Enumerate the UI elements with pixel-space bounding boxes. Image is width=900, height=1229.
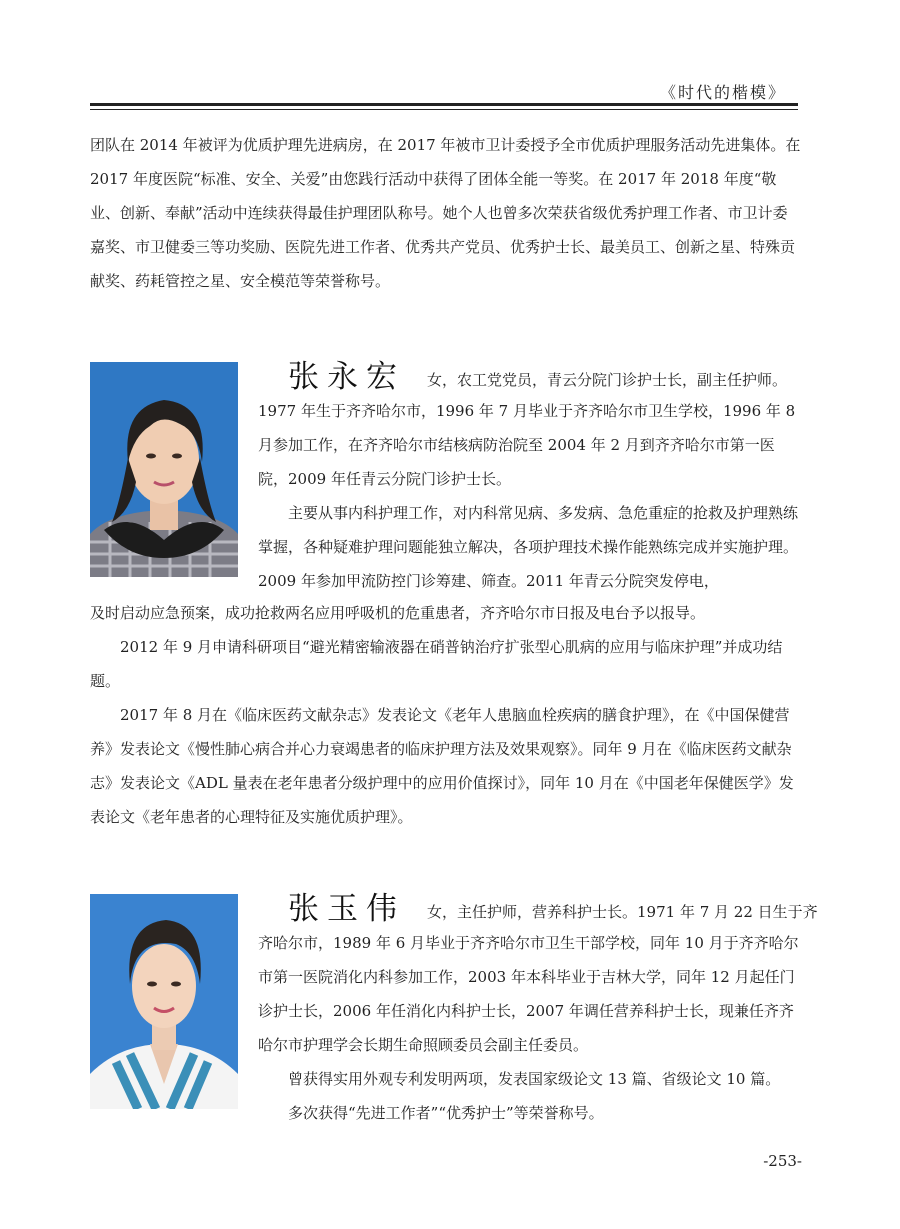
header-title: 《时代的楷模》 bbox=[659, 83, 786, 102]
page-number: -253- bbox=[763, 1152, 802, 1170]
person2-achievement-1: 曾获得实用外观专利发明两项，发表国家级论文 13 篇、省级论文 10 篇。 bbox=[288, 1070, 781, 1088]
person2-bio: 齐哈尔市，1989 年 6 月毕业于齐齐哈尔市卫生干部学校，同年 10 月于齐齐哈尔市第一医院消化内科参加工作，2003 年本科毕业于吉林大学，同年 12 月起任门诊护士长，2006 年任消化内科护士长，2007 年调任营养科护士长，现兼任齐齐哈尔市护理学会长期生命照顾委员会副主任委员。 bbox=[258, 934, 799, 1054]
person1-lead: 女，农工党党员，青云分院门诊护士长，副主任护师。 bbox=[427, 371, 788, 389]
intro-section bbox=[90, 128, 802, 298]
person2-section bbox=[258, 891, 818, 1130]
portrait-photo-1 bbox=[90, 362, 238, 577]
person2-achievement-2: 多次获得“先进工作者”“优秀护士”等荣誉称号。 bbox=[288, 1104, 604, 1122]
person2-name-line bbox=[258, 891, 818, 927]
intro-paragraph: 团队在 2014 年被评为优质护理先进病房，在 2017 年被市卫计委授予全市优质护理服务活动先进集体。在 2017 年度医院“标准、安全、关爱”由您践行活动中获得了团体全能一等奖。在 2017 年 2018 年度“敬业、创新、奉献”活动中连续获得最佳护理团队称号。她个人也曾多次荣获省级优秀护理工作者、市卫计委嘉奖、市卫健委三等功奖励、医院先进工作者、优秀共产党员、优秀护士长、最美员工、创新之星、特殊贡献奖、药耗管控之星、安全模范等荣誉称号。 bbox=[90, 136, 801, 290]
portrait-photo-2 bbox=[90, 894, 238, 1109]
person1-name-line bbox=[258, 360, 802, 394]
person1-papers-paragraph: 2017 年 8 月在《临床医药文献杂志》发表论文《老年人患脑血栓疾病的膳食护理》，在《中国保健营养》发表论文《慢性肺心病合并心力衰竭患者的临床护理方法及效果观察》。同年 9 月在《临床医药文献杂志》发表论文《ADL 量表在老年患者分级护理中的应用价值探讨》，同年 10 月在《中国老年保健医学》发表论文《老年患者的心理特征及实施优质护理》。 bbox=[90, 706, 794, 826]
person2-name: 张玉伟 bbox=[288, 891, 405, 927]
person2-lead: 女，主任护师，营养科护士长。1971 年 7 月 22 日生于齐 bbox=[427, 903, 818, 921]
person1-bio: 1977 年生于齐齐哈尔市，1996 年 7 月毕业于齐齐哈尔市卫生学校，1996 年 8 月参加工作，在齐齐哈尔市结核病防治院至 2004 年 2 月到齐齐哈尔市第一医院，2009 年任青云分院门诊护士长。 bbox=[258, 402, 796, 488]
person1-section bbox=[258, 360, 802, 598]
header-rule-thin bbox=[90, 109, 798, 110]
person1-work-continued: 及时启动应急预案，成功抢救两名应用呼吸机的危重患者，齐齐哈尔市日报及电台予以报导。 bbox=[90, 604, 706, 622]
person1-research-paragraph: 2012 年 9 月申请科研项目“避光精密输液器在硝普钠治疗扩张型心肌病的应用与临床护理”并成功结题。 bbox=[90, 638, 783, 690]
person1-name: 张永宏 bbox=[288, 359, 405, 395]
person1-work-paragraph: 主要从事内科护理工作，对内科常见病、多发病、急危重症的抢救及护理熟练掌握，各种疑难护理问题能独立解决，各项护理技术操作能熟练完成并实施护理。2009 年参加甲流防控门诊筹建、筛查。2011 年青云分院突发停电， bbox=[258, 504, 799, 590]
person1-continued bbox=[90, 596, 802, 834]
header-rule-thick bbox=[90, 103, 798, 106]
